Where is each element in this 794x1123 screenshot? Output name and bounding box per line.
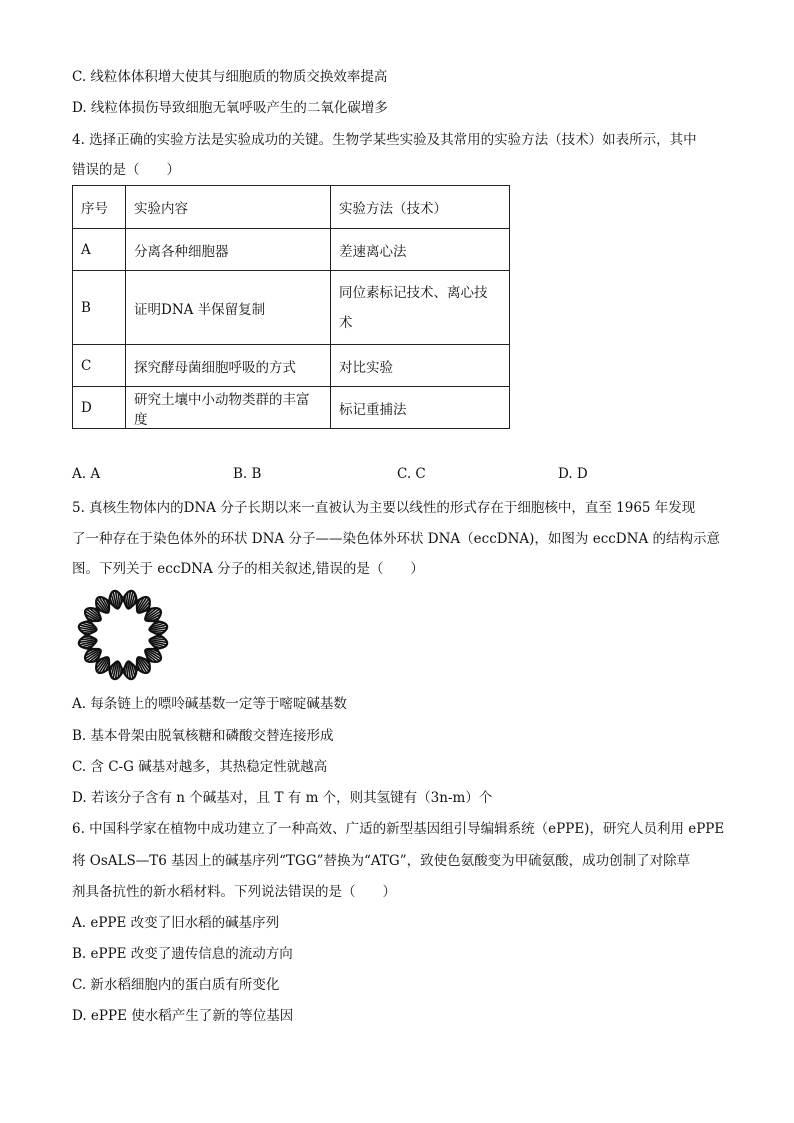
q4-stem-line1: 4. 选择正确的实验方法是实验成功的关键。生物学某些实验及其常用的实验方法（技术）如表所示，其中 <box>72 132 697 148</box>
header-method: 实验方法（技术） <box>331 186 510 229</box>
dna-strand-outer <box>79 591 167 679</box>
q5-option-a[interactable]: A. 每条链上的嘌呤碱基数一定等于嘧啶碱基数 <box>72 696 347 712</box>
table-row <box>73 345 510 387</box>
row-method: 对比实验 <box>331 345 510 387</box>
row-id: C <box>73 345 126 387</box>
row-method-line1: 同位素标记技术、离心技 <box>339 284 488 301</box>
q6-option-c[interactable]: C. 新水稻细胞内的蛋白质有所变化 <box>72 977 280 993</box>
header-id: 序号 <box>73 186 126 229</box>
q4-stem-line2: 错误的是（ ） <box>72 162 180 178</box>
q4-option-d[interactable]: D. D <box>558 466 588 482</box>
q6-stem-line1: 6. 中国科学家在植物中成功建立了一种高效、广适的新型基因组引导编辑系统（ePPE)，研究人员利用 ePPE <box>72 821 725 837</box>
q3-option-c: C. 线粒体体积增大使其与细胞质的物质交换效率提高 <box>72 69 388 85</box>
dna-ring <box>79 591 167 679</box>
q6-option-a[interactable]: A. ePPE 改变了旧水稻的碱基序列 <box>72 915 280 931</box>
dna-strand-inner <box>79 591 167 679</box>
row-id: D <box>73 387 126 429</box>
row-content: 探究酵母菌细胞呼吸的方式 <box>126 345 331 387</box>
row-id: B <box>73 271 126 345</box>
row-method: 差速离心法 <box>331 229 510 271</box>
q6-stem-line3: 剂具备抗性的新水稻材料。下列说法错误的是（ ） <box>72 884 396 900</box>
q5-stem-line2: 了一种存在于染色体外的环状 DNA 分子——染色体外环状 DNA（eccDNA)，如图为 eccDNA 的结构示意 <box>72 531 720 547</box>
q4-option-a[interactable]: A. A <box>72 466 101 482</box>
table-header-row <box>73 186 510 229</box>
table-row <box>73 387 510 429</box>
q5-stem-line1: 5. 真核生物体内的DNA 分子长期以来一直被认为主要以线性的形式存在于细胞核中，直至 1965 年发现 <box>72 500 696 516</box>
q4-options <box>72 466 632 486</box>
experiment-table <box>72 185 510 429</box>
q5-option-b[interactable]: B. 基本骨架由脱氧核糖和磷酸交替连接形成 <box>72 728 334 744</box>
header-content: 实验内容 <box>126 186 331 229</box>
q6-stem-line2: 将 OsALS—T6 基因上的碱基序列“TGG”替换为“ATG”，致使色氨酸变为甲硫氨酸，成功创制了对除草 <box>72 853 691 869</box>
q5-option-c[interactable]: C. 含 C-G 碱基对越多，其热稳定性就越高 <box>72 759 328 775</box>
q3-option-d: D. 线粒体损伤导致细胞无氧呼吸产生的二氧化碳增多 <box>72 100 388 116</box>
q5-stem-line3: 图。下列关于 eccDNA 分子的相关叙述,错误的是（ ） <box>72 561 424 577</box>
row-method <box>331 271 510 345</box>
row-content: 研究土壤中小动物类群的丰富度 <box>126 387 331 429</box>
q5-option-d[interactable]: D. 若该分子含有 n 个碱基对，且 T 有 m 个，则其氢键有（3n-m）个 <box>72 790 493 806</box>
table-row <box>73 229 510 271</box>
row-content: 分离各种细胞器 <box>126 229 331 271</box>
q6-option-d[interactable]: D. ePPE 使水稻产生了新的等位基因 <box>72 1008 294 1024</box>
q4-option-c[interactable]: C. C <box>397 466 426 482</box>
table-row <box>73 271 510 345</box>
row-method-line2: 术 <box>339 314 353 331</box>
row-id: A <box>73 229 126 271</box>
row-content: 证明DNA 半保留复制 <box>126 271 331 345</box>
eccdna-diagram <box>72 588 174 682</box>
q6-option-b[interactable]: B. ePPE 改变了遗传信息的流动方向 <box>72 946 293 962</box>
q4-option-b[interactable]: B. B <box>233 466 262 482</box>
row-method: 标记重捕法 <box>331 387 510 429</box>
